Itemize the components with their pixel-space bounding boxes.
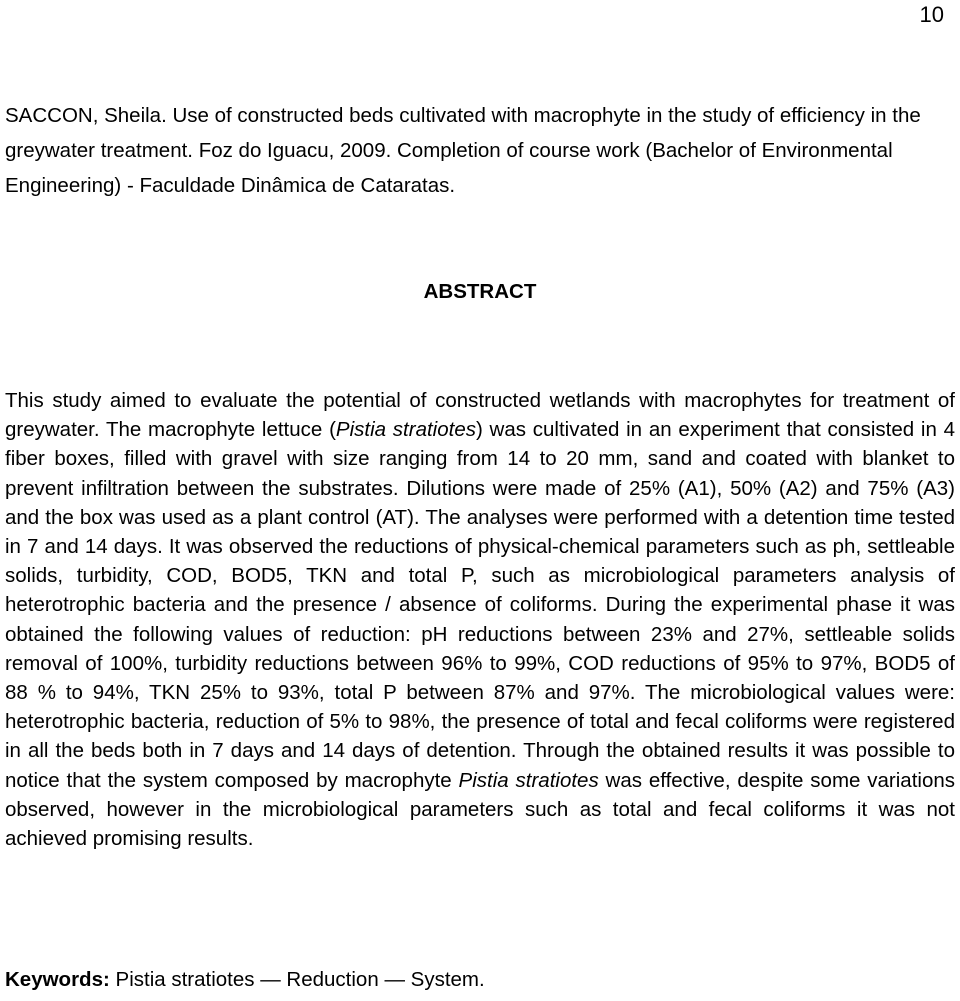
abstract-text-2: ) was cultivated in an experiment that consisted in 4 fiber boxes, filled with gravel with size ranging from 14 to 20 mm, sand and coated with blanket to prevent infiltration between the substrates. Dilutions were made of 25% (A1), 50% (A2) and 75% (A3) and the box was used as a plant control (AT). The analyses were performed with a detention time tested in 7 and 14 days. It was observed the reductions of physical-chemical parameters such as ph, settleable solids, turbidity, COD, BOD5, TKN and total P, such as microbiological parameters analysis of heterotrophic bacteria and the presence / absence of coliforms. During the experimental phase it was obtained the following values of reduction: pH reductions between 23% and 27%, settleable solids removal of 100%, turbidity reductions between 96% to 99%, COD reductions of 95% to 97%, BOD5 of 88 % to 94%, TKN 25% to 93%, total P between 87% and 97%. The microbiological values were: heterotrophic bacteria, reduction of 5% to 98%, the presence of total and fecal coliforms were registered in all the beds both in 7 days and 14 days of detention. Through the obtained results it was possible to notice that the system composed by macrophyte	[5, 418, 956, 792]
abstract-body	[5, 386, 955, 853]
abstract-heading: ABSTRACT	[423, 280, 537, 303]
species-name: Pistia stratiotes	[458, 768, 599, 792]
species-name: Pistia stratiotes	[335, 418, 476, 442]
keyword: Pistia stratiotes	[115, 968, 255, 991]
keywords-line	[5, 968, 485, 992]
abstract-text-1: This study aimed to evaluate the potential of constructed wetlands with macrophytes for treatment of greywater. The macrophyte lettuce (	[5, 389, 955, 442]
keywords-label: Keywords:	[5, 968, 110, 991]
citation: SACCON, Sheila. Use of constructed beds cultivated with macrophyte in the study of efficiency in the greywater treatment. Foz do Iguacu, 2009. Completion of course work (Bachelor of Environmental Engineering) - Faculdade Dinâmica de Cataratas.	[5, 104, 921, 197]
keyword-separator: —	[384, 968, 405, 991]
keyword-separator: —	[260, 968, 281, 991]
keyword: System.	[410, 968, 485, 991]
abstract-text-3: was effective, despite some variations observed, however in the microbiological parameters such as total and fecal coliforms it was not achieved promising results.	[5, 768, 956, 851]
page-number: 10	[919, 2, 944, 27]
keyword: Reduction	[286, 968, 379, 991]
